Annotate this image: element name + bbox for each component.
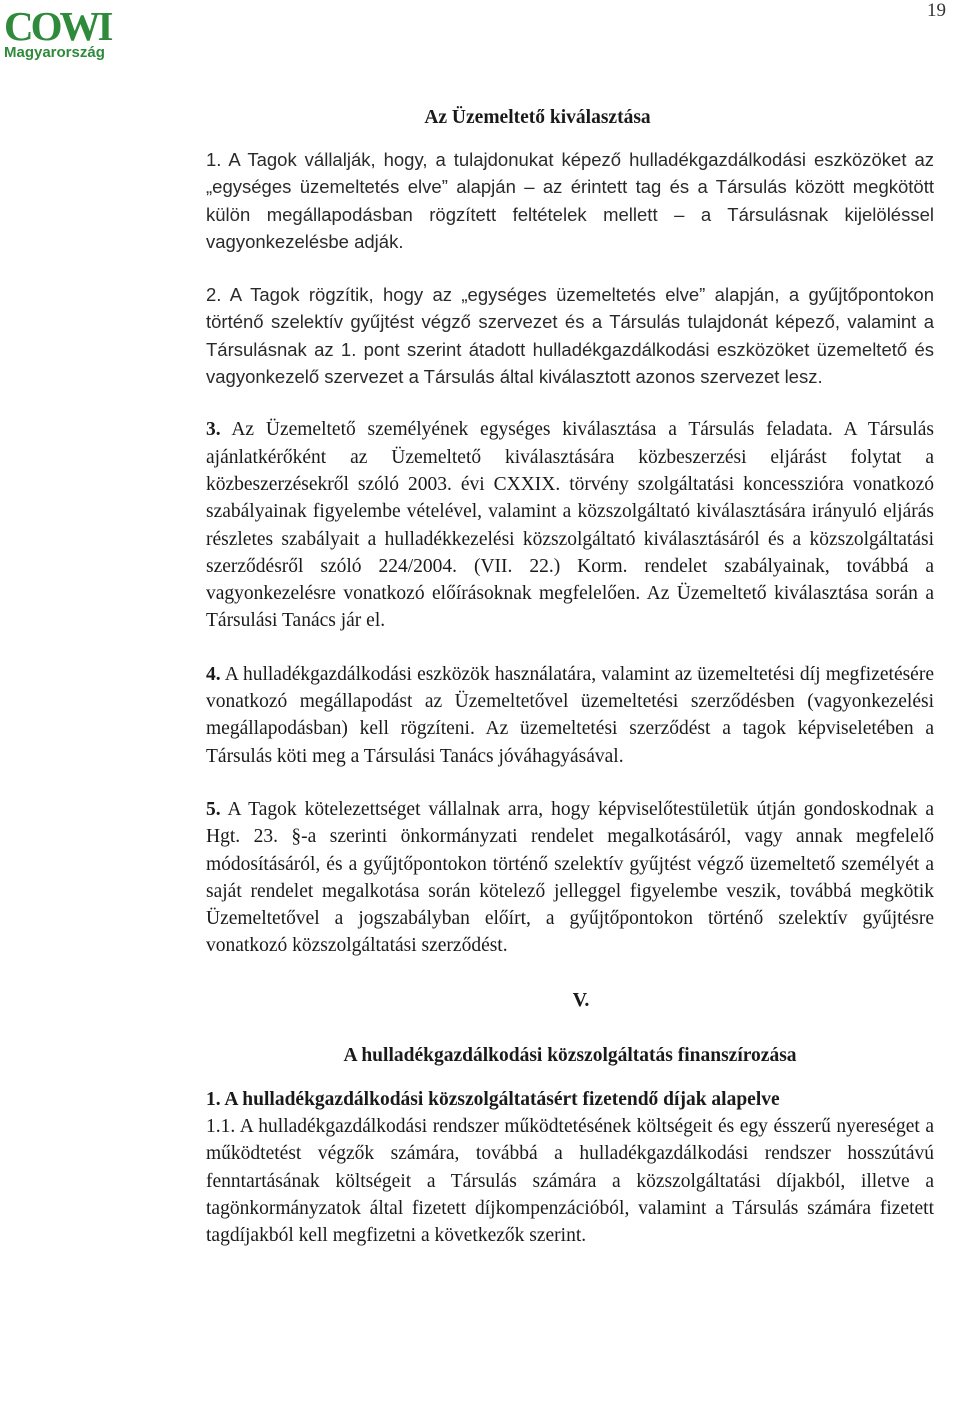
section-title: Az Üzemeltető kiválasztása <box>424 107 651 128</box>
subsection-heading: 1. A hulladékgazdálkodási közszolgáltatásért fizetendő díjak alapelve <box>206 1088 780 1110</box>
paragraph-3 <box>206 416 934 634</box>
paragraph-text: A Tagok vállalják, hogy, a tulajdonukat képező hulladékgazdálkodási eszközöket az „egységes üzemeltetés elve” alapján – az érintett tag és a Társulás között megkötött külön megállapodásban rögzített feltételek mellett – a Társulásnak kijelöléssel vagyonkezelésbe adják. <box>206 149 934 252</box>
paragraph-5 <box>206 796 934 960</box>
paragraph-text: A Tagok kötelezettséget vállalnak arra, hogy képviselőtestületük útján gondoskodnak a Hgt. 23. §-a szerinti önkormányzati rendelet megalkotásáról, vagy annak megfelelő módosításáról, és a gyűjtőpontokon történő szelektív gyűjtést végző üzemeltető személyét a saját rendelet megalkotása során kötelező jelleggel figyelembe veszik, továbbá megkötik Üzemeltetővel a jogszabályban előírt, a gyűjtőpontokon történő szelektív gyűjtésre vonatkozó közszolgáltatási szerződést. <box>206 798 934 957</box>
paragraph-number: 2. <box>206 284 222 306</box>
paragraph-number: 4. <box>206 663 221 685</box>
subsection-paragraph: 1.1. A hulladékgazdálkodási rendszer működtetésének költségeit és egy ésszerű nyereséget a működtetést végzők számára, továbbá a hulladékgazdálkodási rendszer hosszútávú fenntartásának költségeit a Társulás számára a közszolgáltatási díjakból, illetve a tagönkormányzatok által fizetett díjkompenzációból, valamint a Társulás számára fizetett tagdíjakból kell megfizetni a következők szerint. <box>206 1116 934 1247</box>
document-body <box>206 104 934 1250</box>
paragraph-number: 1. <box>206 149 222 170</box>
logo-main-text: COWI <box>4 3 111 49</box>
paragraph-number: 5. <box>206 798 221 820</box>
logo-sub-text: Magyarország <box>4 44 105 61</box>
paragraph-1 <box>206 146 934 255</box>
chapter-title: A hulladékgazdálkodási közszolgáltatás finanszírozása <box>343 1044 797 1066</box>
paragraph-2 <box>206 281 934 390</box>
paragraph-4 <box>206 661 934 770</box>
paragraph-text: A Tagok rögzítik, hogy az „egységes üzemeltetés elve” alapján, a gyűjtőpontokon történő szelektív gyűjtést végző szervezet és a Társulás tulajdonát képező, valamint a Társulásnak az 1. pont szerint átadott hulladékgazdálkodási eszközöket üzemeltető és vagyonkezelő szervezet a Társulás által kiválasztott azonos szervezet lesz. <box>206 284 934 388</box>
paragraph-text: Az Üzemeltető személyének egységes kiválasztása a Társulás feladata. A Társulás ajánlatkérőként az Üzemeltető kiválasztására közbeszerzési eljárást folytat a közbeszerzésekről szóló 2003. évi CXXIX. törvény szolgáltatási koncesszióra vonatkozó szabályainak figyelembe vételével, valamint a közszolgáltató kiválasztására irányuló eljárás részletes szabályait a hulladékkezelési közszolgáltató kiválasztásáról és a közszolgáltatási szerződésről szóló 224/2004. (VII. 22.) Korm. rendelet szabályainak, továbbá a vagyonkezelésre vonatkozó előírásoknak megfelelően. Az Üzemeltető kiválasztása során a Társulási Tanács jár el. <box>206 419 934 632</box>
paragraph-number: 3. <box>206 419 221 441</box>
page-number: 19 <box>927 0 946 21</box>
chapter-number: V. <box>572 988 590 1011</box>
paragraph-text: A hulladékgazdálkodási eszközök használatára, valamint az üzemeltetési díj megfizetésére vonatkozó megállapodást az Üzemeltetővel üzemeltetési szerződésben (vagyonkezelési megállapodásban) kell rögzíteni. Az üzemeltetési szerződést a tagok képviseletében a Társulás köti meg a Társulási Tanács jóváhagyásával. <box>206 663 934 767</box>
company-logo <box>4 3 124 62</box>
